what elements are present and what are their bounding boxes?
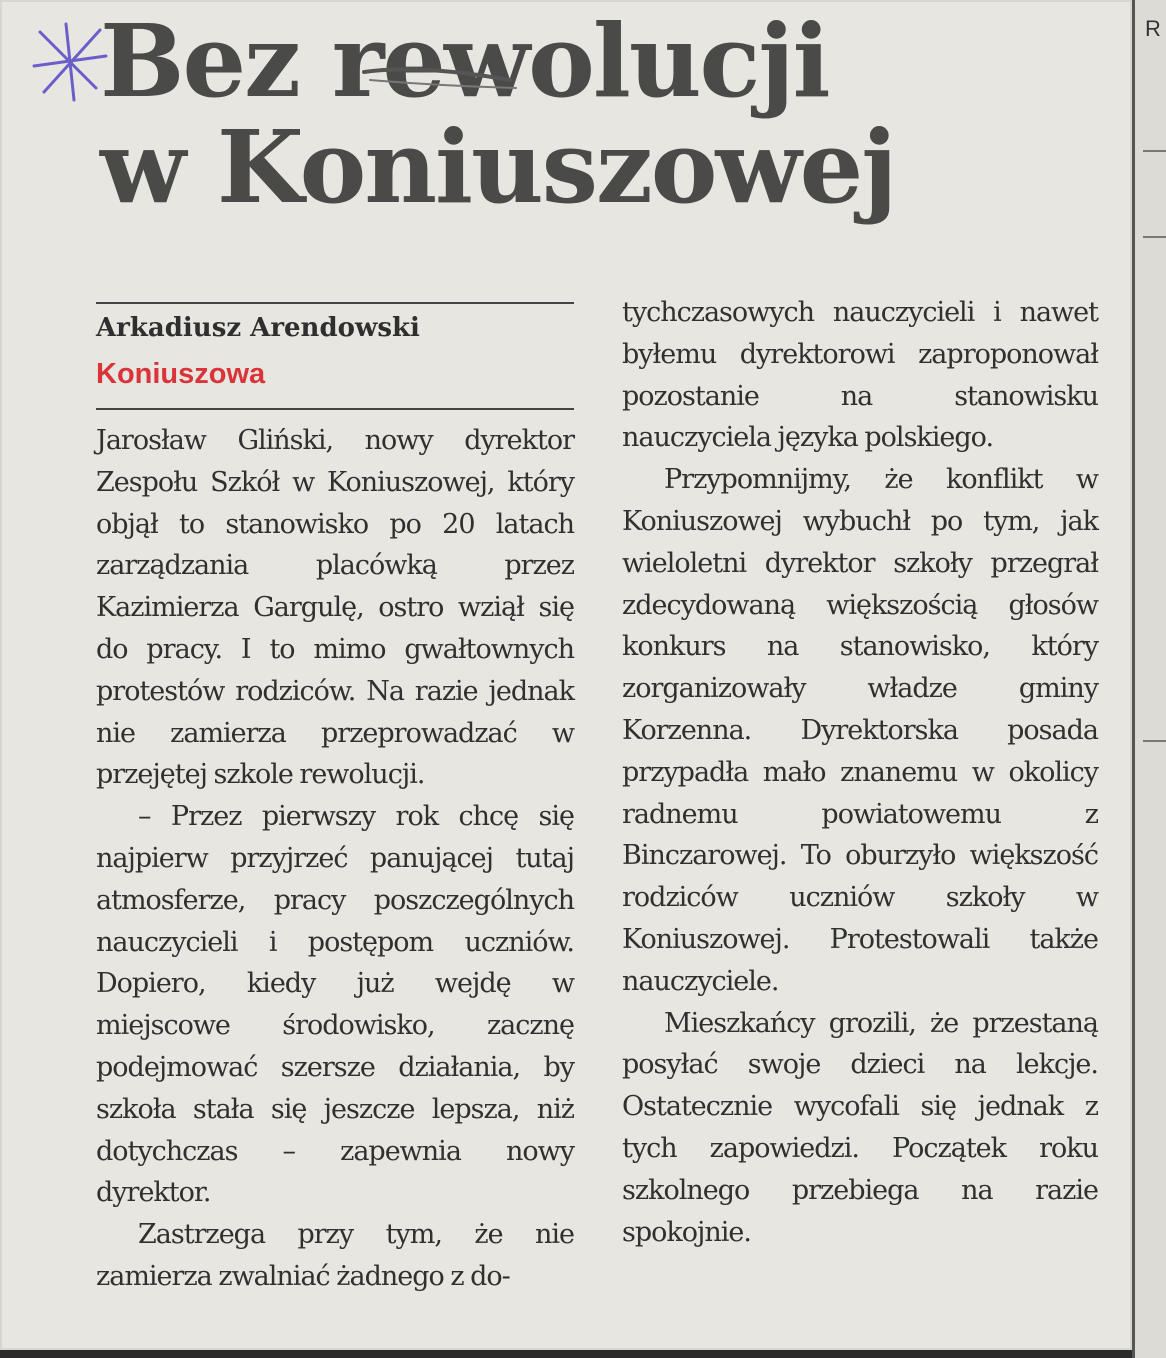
handwritten-star-mark [30,22,110,102]
article-column-left [96,420,574,1298]
article-column-right [622,292,1098,1253]
byline-top-rule [96,302,574,304]
paragraph: Zastrzega przy tym, że nie zamierza zwalniać żadnego z do- [96,1219,574,1292]
paragraph: Przypomnijmy, że konflikt w Koniuszowej wybuchł po tym, jak wieloletni dyrektor szkoły przegrał zdecydowaną większością głosów konkurs na stanowisko, który zorganizowały władze gminy Korzenna. Dyrektorska posada przypadła mało znanemu w okolicy radnemu powiatowemu z Binczarowej. To oburzyło większość rodziców uczniów szkoły w Koniuszowej. Protestowali także nauczyciele. [622,464,1098,997]
title-line-1: Bez rewolucji [100,2,829,120]
dateline-location: Koniuszowa [96,358,266,390]
adjacent-page-edge [1132,0,1166,1358]
paragraph: Jarosław Gliński, nowy dyrektor Zespołu Szkół w Koniuszowej, który objął to stanowisko po 20 latach zarządzania placówką przez Kazimierza Gargulę, ostro wziął się do pracy. I to mimo gwałtownych protestów rodziców. Na razie jednak nie zamierza przeprowadzać w przejętej szkole rewolucji. [96,425,574,791]
edge-rule [1143,150,1166,152]
paragraph: – Przez pierwszy rok chcę się najpierw przyjrzeć panującej tutaj atmosferze, pracy poszczególnych nauczycieli i postępom uczniów. Dopiero, kiedy już wejdę w miejscowe środowisko, zacznę podejmować szersze działania, by szkoła stała się jeszcze lepsza, niż dotychczas – zapewnia nowy dyrektor. [96,801,574,1209]
paragraph: tychczasowych nauczycieli i nawet byłemu dyrektorowi zaproponował pozostanie na stanowisku nauczyciela języka polskiego. [622,297,1098,454]
edge-rule [1143,740,1166,742]
article-title [100,2,896,226]
author-name: Arkadiusz Arendowski [96,313,420,343]
edge-letter: R [1145,16,1161,41]
edge-rule [1143,236,1166,238]
pen-strike-mark [360,58,520,98]
title-line-2: w Koniuszowej [100,108,896,226]
byline-bottom-rule [96,408,574,410]
paragraph: Mieszkańcy grozili, że przestaną posyłać swoje dzieci na lekcje. Ostatecznie wycofali się jednak z tych zapowiedzi. Początek roku szkolnego przebiega na razie spokojnie. [622,1007,1098,1248]
